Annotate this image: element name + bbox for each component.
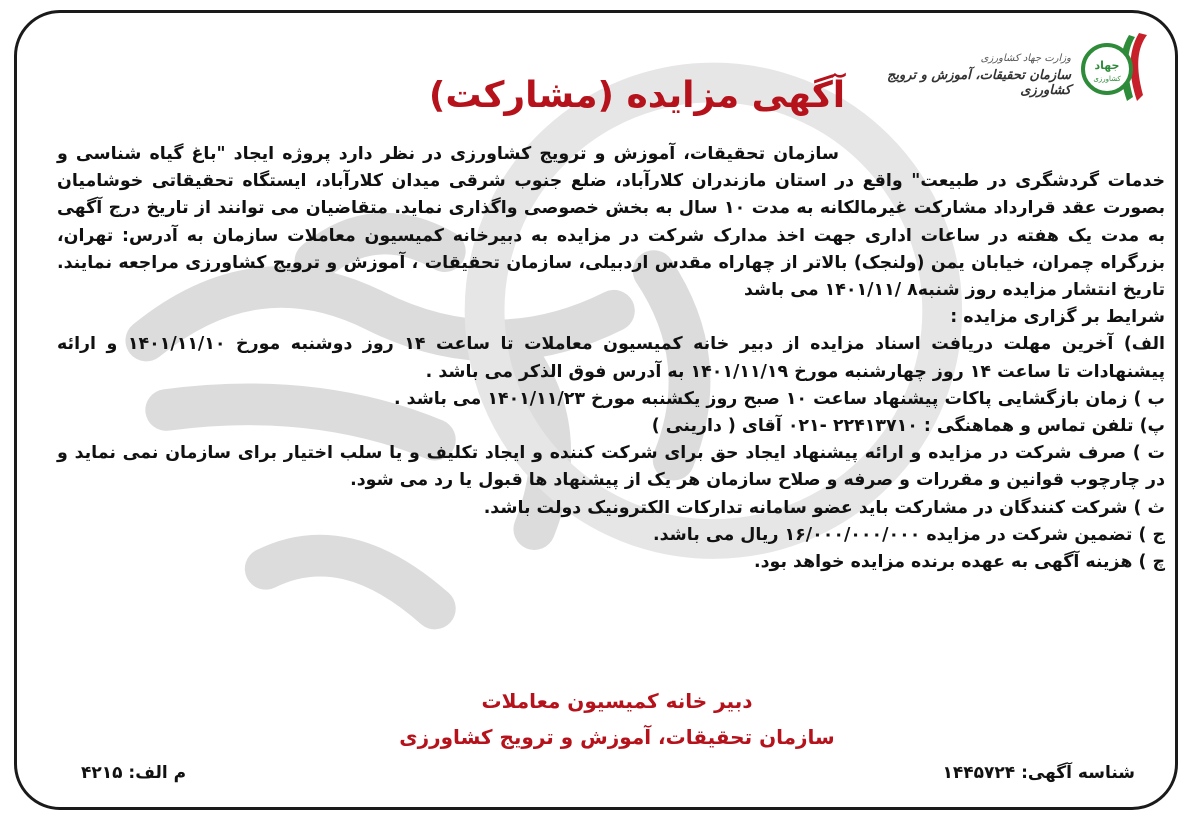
condition-pe: پ) تلفن تماس و هماهنگی : ۲۲۴۱۳۷۱۰ -۰۲۱ آقای ( دارینی ) [651, 416, 1165, 437]
condition-alef: الف) آخرین مهلت دریافت اسناد مزایده از دبیر خانه کمیسیون معاملات تا ساعت ۱۴ روز دوشنبه مورخ ۱۴۰۱/۱۱/۱۰ و ارائه پیشنهادات تا ساعت ۱۴ روز چهارشنبه مورخ ۱۴۰۱/۱۱/۱۹ به آدرس فوق الذکر می باشد . [57, 334, 1166, 382]
reference-number: م الف: ۴۲۱۵ [81, 763, 187, 783]
org-name: سازمان تحقیقات، آموزش و ترویج کشاورزی [887, 68, 1071, 98]
ministry-emblem [1077, 31, 1151, 105]
jahad-logo-icon [1077, 31, 1151, 105]
condition-be: ب ) زمان بازگشایی پاکات پیشنهاد ساعت ۱۰ صبح روز یکشنبه مورخ ۱۴۰۱/۱۱/۲۳ می باشد . [394, 388, 1165, 409]
condition-che: چ ) هزینه آگهی به عهده برنده مزایده خواهد بود. [754, 552, 1165, 573]
conditions-heading: شرایط بر گزاری مزایده : [950, 307, 1165, 328]
emblem-text-top: جهاد [1094, 59, 1120, 72]
page-title: آگهی مزایده (مشارکت) [428, 75, 846, 116]
condition-se: ث ) شرکت کنندگان در مشارکت باید عضو سامانه تدارکات الکترونیک دولت باشد. [483, 497, 1165, 518]
notice-frame [14, 10, 1178, 810]
ad-id: شناسه آگهی: ۱۴۴۵۷۲۴ [942, 763, 1135, 783]
intro-paragraph: سازمان تحقیقات، آموزش و ترویج کشاورزی در نظر دارد پروژه ایجاد "باغ گیاه شناسی و خدمات گردشگری در طبیعت" واقع در استان مازندران کلارآباد، ضلع جنوب شرقی میدان کلارآباد، ایستگاه تحقیقاتی خوشامیان بصورت عقد قرارداد مشارکت غیرمالکانه به مدت ۱۰ سال به بخش خصوصی واگذاری نماید. متقاضیان می توانند از تاریخ درج آگهی به مدت یک هفته در ساعات اداری جهت اخذ مدارک شرکت در مزایده به دبیرخانه کمیسیون معاملات سازمان به آدرس: تهران، بزرگراه چمران، خیابان یمن (ولنجک) بالاتر از چهاراه مقدس اردبیلی، سازمان تحقیقات ، آموزش و ترویج کشاورزی مراجعه نمایند. تاریخ انتشار مزایده روز شنبه۸ /۱۴۰۱/۱۱ می باشد [57, 144, 1165, 301]
notice-body [57, 141, 1165, 576]
org-logotype [871, 53, 1071, 98]
condition-jim: ج ) تضمین شرکت در مزایده ۱۶/۰۰۰/۰۰۰/۰۰۰ ریال می باشد. [653, 524, 1165, 545]
emblem-text-bottom: کشاورزی [1093, 75, 1121, 83]
ministry-name: وزارت جهاد کشاورزی [980, 53, 1071, 64]
signature-line-1: دبیر خانه کمیسیون معاملات [481, 689, 753, 713]
signature-line-2: سازمان تحقیقات، آموزش و ترویج کشاورزی [399, 725, 835, 749]
condition-te: ت ) صرف شرکت در مزایده و ارائه پیشنهاد ایجاد حق برای شرکت کننده و ایجاد تکلیف و یا سلب اختیار برای سازمان نمی نماید و در چارچوب قوانین و مقررات و صرفه و صلاح سازمان هر یک از پیشنهاد ها قبول یا رد می شود. [57, 443, 1165, 491]
signature-block [357, 683, 877, 755]
